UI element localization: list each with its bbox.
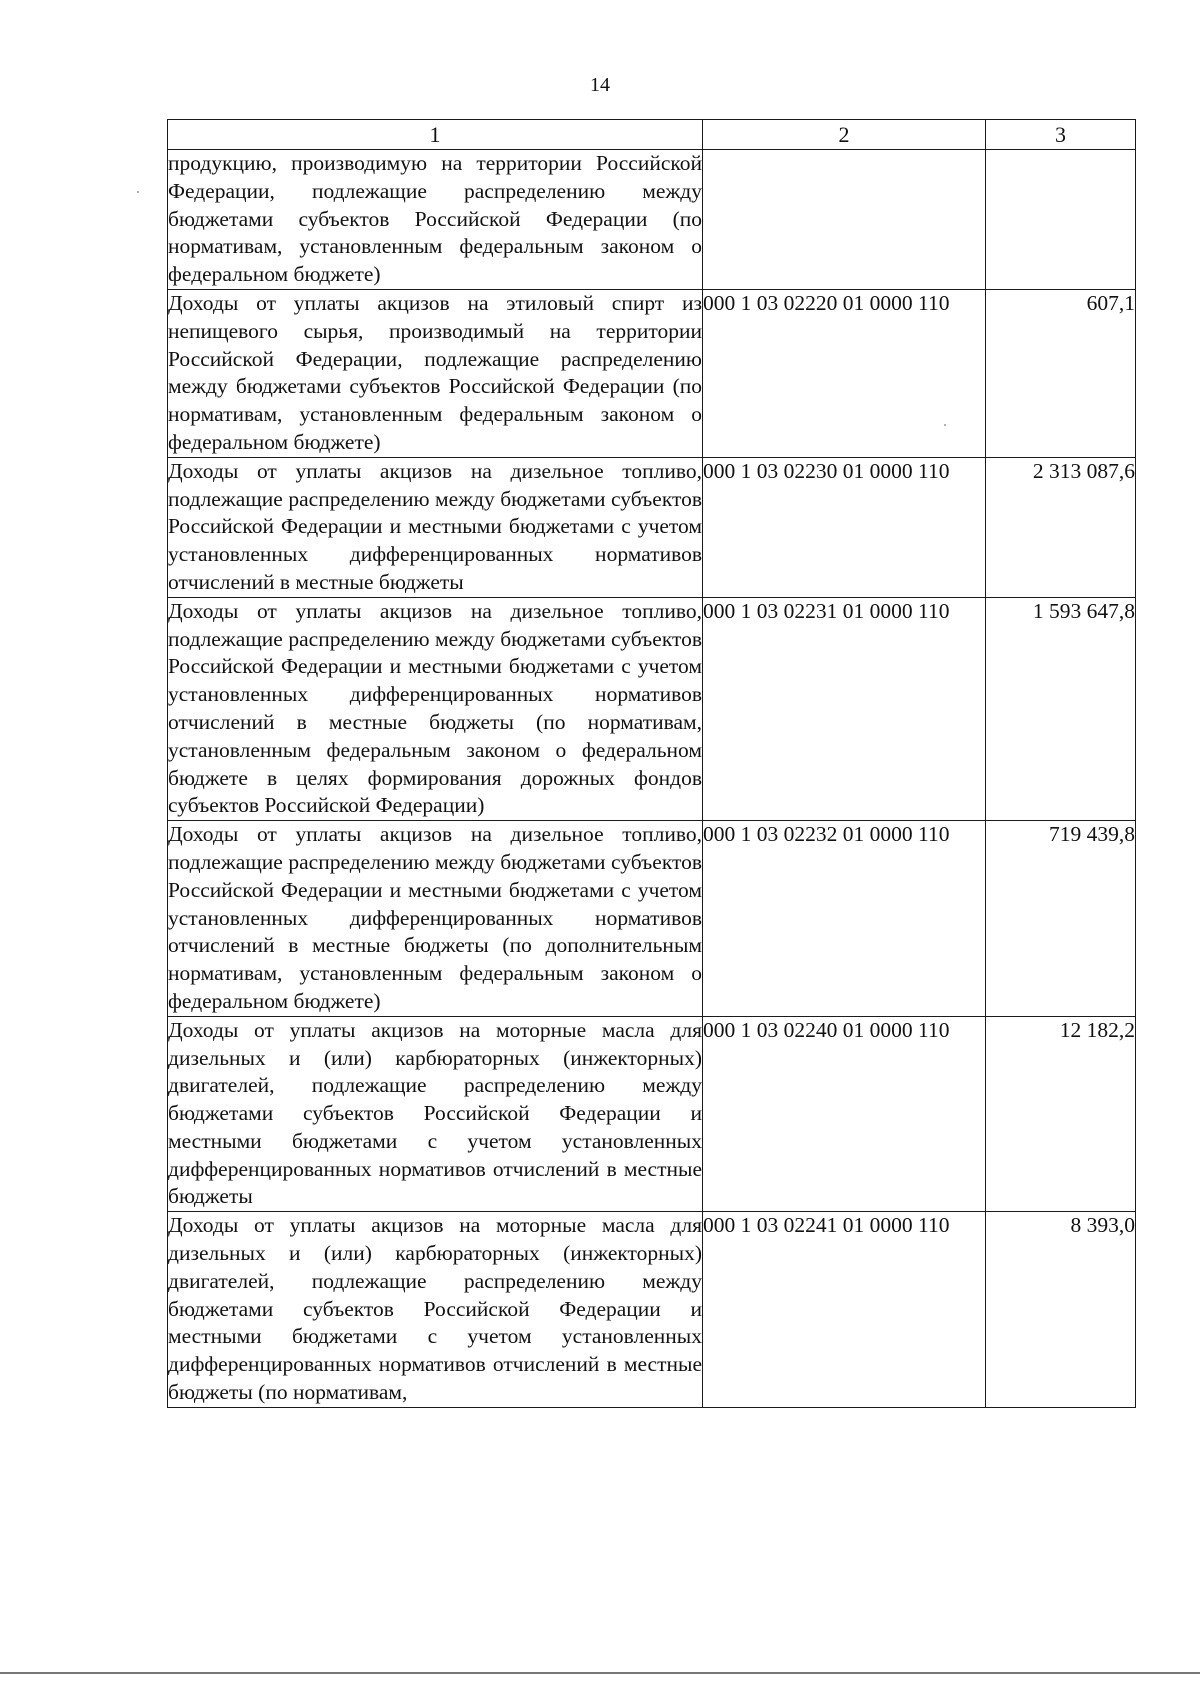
row-value: 8 393,0 (986, 1212, 1136, 1408)
row-code: 000 1 03 02220 01 0000 110 (703, 289, 986, 457)
table-row (168, 457, 1136, 597)
row-code: 000 1 03 02240 01 0000 110 (703, 1016, 986, 1212)
row-code: 000 1 03 02232 01 0000 110 (703, 821, 986, 1017)
row-description: Доходы от уплаты акцизов на моторные масла для дизельных и (или) карбюраторных (инжекторных) двигателей, подлежащие распределению между бюджетами субъектов Российской Федерации и местными бюджетами с учетом установленных дифференцированных нормативов отчислений в местные бюджеты (168, 1016, 703, 1212)
row-description: продукцию, производимую на территории Российской Федерации, подлежащие распределению между бюджетами субъектов Российской Федерации (по нормативам, установленным федеральным законом о федеральном бюджете) (168, 150, 703, 290)
table-row (168, 150, 1136, 290)
page-bottom-rule (0, 1672, 1200, 1674)
column-header-value: 3 (986, 120, 1136, 150)
row-code: 000 1 03 02241 01 0000 110 (703, 1212, 986, 1408)
row-value: 607,1 (986, 289, 1136, 457)
table-row (168, 597, 1136, 820)
row-value (986, 150, 1136, 290)
scan-speck (137, 191, 139, 193)
row-value: 2 313 087,6 (986, 457, 1136, 597)
row-description: Доходы от уплаты акцизов на дизельное топливо, подлежащие распределению между бюджетами субъектов Российской Федерации и местными бюджетами с учетом установленных дифференцированных нормативов отчислений в местные бюджеты (по нормативам, установленным федеральным законом о федеральном бюджете в целях формирования дорожных фондов субъектов Российской Федерации) (168, 597, 703, 820)
row-value: 12 182,2 (986, 1016, 1136, 1212)
column-header-code: 2 (703, 120, 986, 150)
row-description: Доходы от уплаты акцизов на моторные масла для дизельных и (или) карбюраторных (инжекторных) двигателей, подлежащие распределению между бюджетами субъектов Российской Федерации и местными бюджетами с учетом установленных дифференцированных нормативов отчислений в местные бюджеты (по нормативам, (168, 1212, 703, 1408)
table-row (168, 1212, 1136, 1408)
table-header-row (168, 120, 1136, 150)
row-code: 000 1 03 02231 01 0000 110 (703, 597, 986, 820)
row-value: 1 593 647,8 (986, 597, 1136, 820)
table-row (168, 289, 1136, 457)
row-description: Доходы от уплаты акцизов на этиловый спирт из непищевого сырья, производимый на территории Российской Федерации, подлежащие распределению между бюджетами субъектов Российской Федерации (по нормативам, установленным федеральным законом о федеральном бюджете) (168, 289, 703, 457)
row-description: Доходы от уплаты акцизов на дизельное топливо, подлежащие распределению между бюджетами субъектов Российской Федерации и местными бюджетами с учетом установленных дифференцированных нормативов отчислений в местные бюджеты (по дополнительным нормативам, установленным федеральным законом о федеральном бюджете) (168, 821, 703, 1017)
page-number: 14 (590, 74, 610, 96)
row-code: 000 1 03 02230 01 0000 110 (703, 457, 986, 597)
row-value: 719 439,8 (986, 821, 1136, 1017)
revenue-table (167, 119, 1136, 1408)
table-row (168, 821, 1136, 1017)
row-description: Доходы от уплаты акцизов на дизельное топливо, подлежащие распределению между бюджетами субъектов Российской Федерации и местными бюджетами с учетом установленных дифференцированных нормативов отчислений в местные бюджеты (168, 457, 703, 597)
row-code (703, 150, 986, 290)
column-header-description: 1 (168, 120, 703, 150)
table-row (168, 1016, 1136, 1212)
scan-speck (944, 424, 946, 426)
